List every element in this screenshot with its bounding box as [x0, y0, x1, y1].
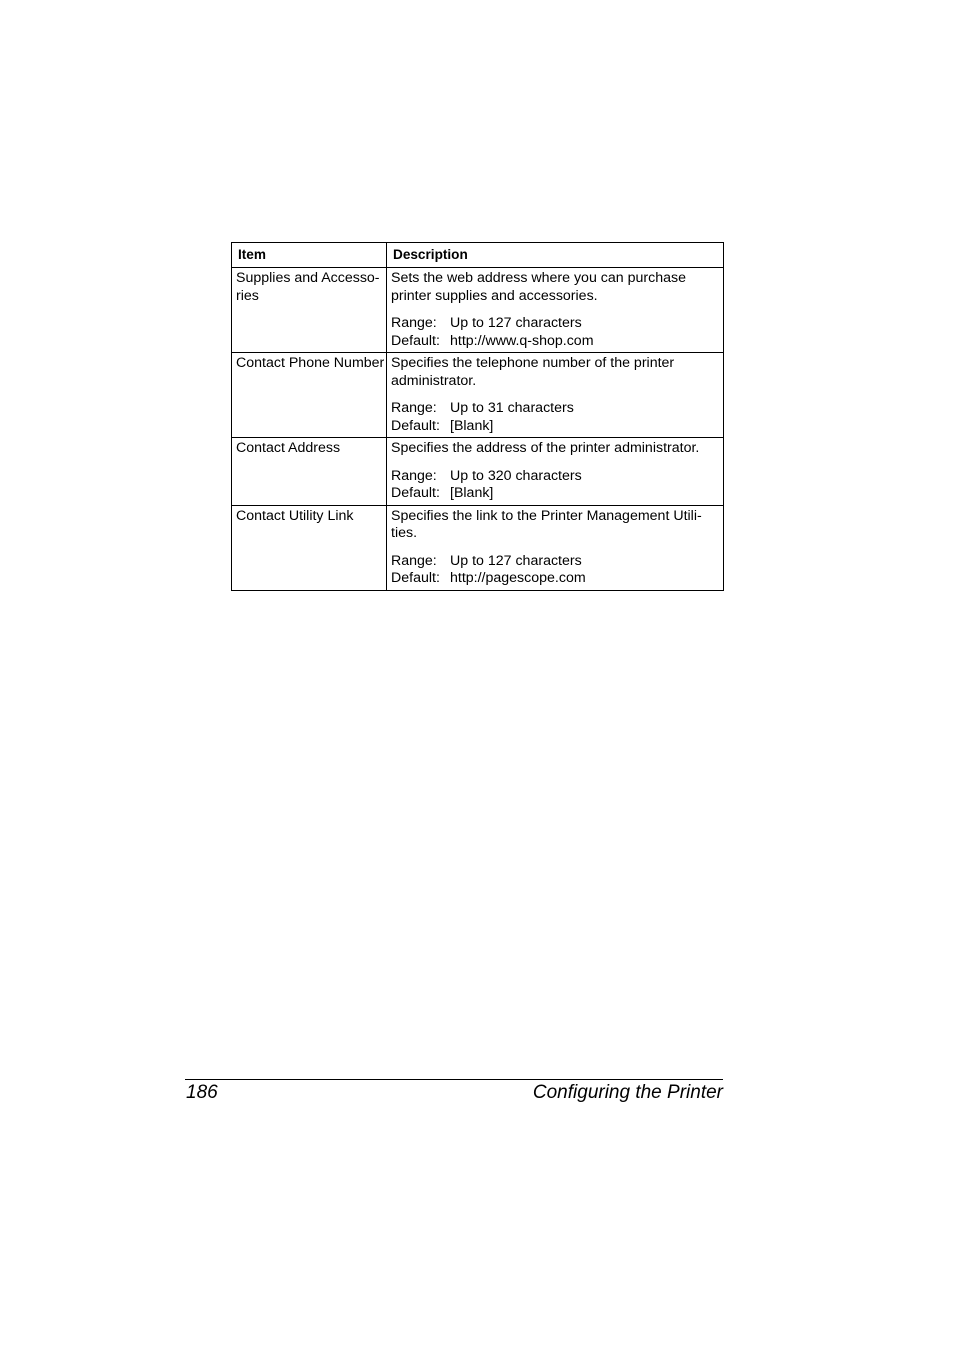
range-value: Up to 127 characters: [450, 315, 582, 331]
table-row: [232, 438, 724, 506]
default-label: Default:: [391, 332, 440, 349]
default-line: [391, 418, 723, 436]
range-value: Up to 127 characters: [450, 552, 582, 569]
item-cell: Contact Address: [232, 438, 387, 506]
description-cell: [387, 268, 724, 353]
description-cell: [387, 438, 724, 506]
item-cell: Contact Utility Link: [232, 505, 387, 590]
default-line: [391, 485, 723, 503]
range-value: Up to 31 characters: [450, 400, 574, 416]
table-row: [232, 268, 724, 353]
range-label: Range:: [391, 467, 437, 484]
description-cell: [387, 505, 724, 590]
default-value: http://www.q-shop.com: [450, 332, 594, 349]
header-item: Item: [232, 243, 387, 268]
default-value: http://pagescope.com: [450, 570, 586, 586]
description-text: Specifies the address of the printer administrator.: [391, 440, 700, 456]
table-row: [232, 505, 724, 590]
range-value: Up to 320 characters: [450, 467, 582, 484]
section-title: Configuring the Printer: [532, 1082, 723, 1103]
page-number: 186: [186, 1082, 218, 1103]
default-value: [Blank]: [450, 417, 494, 434]
default-line: [391, 570, 723, 588]
range-label: Range:: [391, 315, 437, 331]
default-label: Default:: [391, 570, 440, 586]
range-label: Range:: [391, 552, 437, 569]
default-label: Default:: [391, 485, 440, 501]
table-header-row: [232, 243, 724, 268]
table-row: [232, 353, 724, 438]
range-label: Range:: [391, 400, 437, 416]
default-label: Default:: [391, 417, 440, 434]
footer-rule: [185, 1079, 723, 1080]
item-cell: Contact Phone Number: [232, 353, 387, 438]
description-text: Specifies the telephone number of the printer administrator.: [391, 355, 675, 389]
default-value: [Blank]: [450, 485, 494, 501]
header-description: Description: [387, 243, 724, 268]
item-cell: Supplies and Accesso- ries: [232, 268, 387, 353]
description-text: Sets the web address where you can purchase printer supplies and accessories.: [391, 270, 686, 304]
range-line: [391, 468, 723, 486]
description-text: Specifies the link to the Printer Management Utili- ties.: [391, 507, 702, 541]
range-line: [391, 315, 723, 333]
range-line: [391, 400, 723, 418]
settings-table: [231, 242, 724, 591]
range-line: [391, 553, 723, 571]
default-line: [391, 333, 723, 351]
description-cell: [387, 353, 724, 438]
